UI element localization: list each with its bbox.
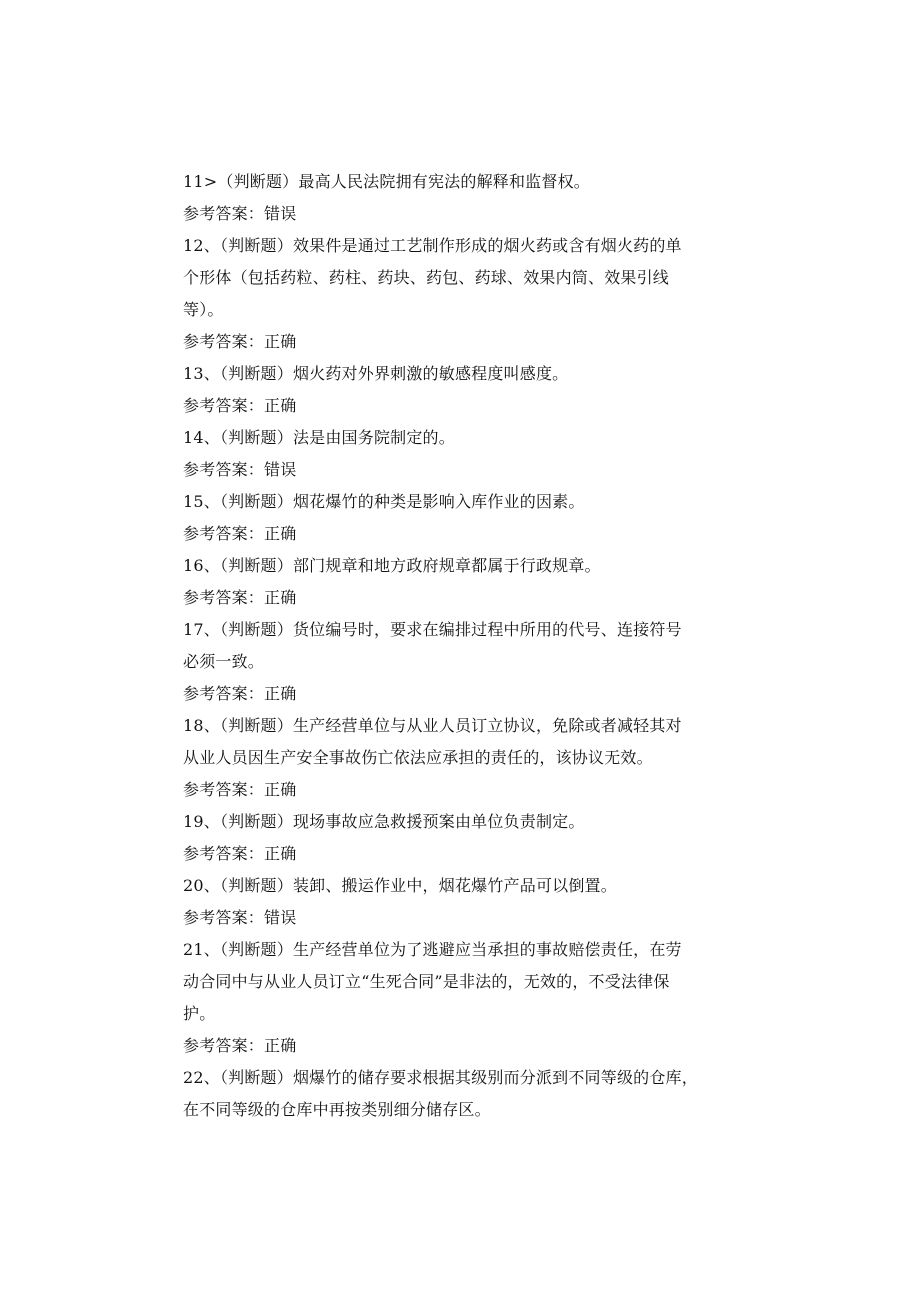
- answer-line: 参考答案：正确: [183, 332, 297, 351]
- answer-line: 参考答案：正确: [183, 844, 297, 863]
- text-line: 等）。: [183, 300, 224, 319]
- document-body: [183, 166, 743, 1126]
- text-line: 必须一致。: [183, 652, 265, 671]
- text-line: 护。: [183, 1004, 216, 1023]
- text-line: 在不同等级的仓库中再按类别细分储存区。: [183, 1100, 491, 1119]
- answer-line: 参考答案：正确: [183, 588, 297, 607]
- answer-line: 参考答案：错误: [183, 460, 297, 479]
- text-line: 15、（判断题）烟花爆竹的种类是影响入库作业的因素。: [183, 492, 585, 511]
- text-line: 17、（判断题）货位编号时，要求在编排过程中所用的代号、连接符号: [183, 620, 682, 639]
- answer-line: 参考答案：正确: [183, 780, 297, 799]
- answer-line: 参考答案：正确: [183, 1036, 297, 1055]
- answer-line: 参考答案：正确: [183, 684, 297, 703]
- answer-line: 参考答案：错误: [183, 908, 297, 927]
- text-line: 11>（判断题）最高人民法院拥有宪法的解释和监督权。: [183, 172, 590, 191]
- text-line: 从业人员因生产安全事故伤亡依法应承担的责任的，该协议无效。: [183, 748, 653, 767]
- text-line: 12、（判断题）效果件是通过工艺制作形成的烟火药或含有烟火药的单: [183, 236, 682, 255]
- text-line: 22、（判断题）烟爆竹的储存要求根据其级别而分派到不同等级的仓库，: [183, 1068, 698, 1087]
- text-line: 16、（判断题）部门规章和地方政府规章都属于行政规章。: [183, 556, 601, 575]
- answer-line: 参考答案：正确: [183, 396, 297, 415]
- text-line: 21、（判断题）生产经营单位为了逃避应当承担的事故赔偿责任，在劳: [183, 940, 682, 959]
- text-line: 14、（判断题）法是由国务院制定的。: [183, 428, 455, 447]
- text-line: 13、（判断题）烟火药对外界刺激的敏感程度叫感度。: [183, 364, 569, 383]
- text-line: 个形体（包括药粒、药柱、药块、药包、药球、效果内筒、效果引线: [183, 268, 670, 287]
- text-line: 动合同中与从业人员订立“生死合同”是非法的，无效的，不受法律保: [183, 972, 670, 991]
- answer-line: 参考答案：正确: [183, 524, 297, 543]
- text-line: 19、（判断题）现场事故应急救援预案由单位负责制定。: [183, 812, 585, 831]
- answer-line: 参考答案：错误: [183, 204, 297, 223]
- text-line: 20、（判断题）装卸、搬运作业中，烟花爆竹产品可以倒置。: [183, 876, 617, 895]
- text-line: 18、（判断题）生产经营单位与从业人员订立协议，免除或者减轻其对: [183, 716, 682, 735]
